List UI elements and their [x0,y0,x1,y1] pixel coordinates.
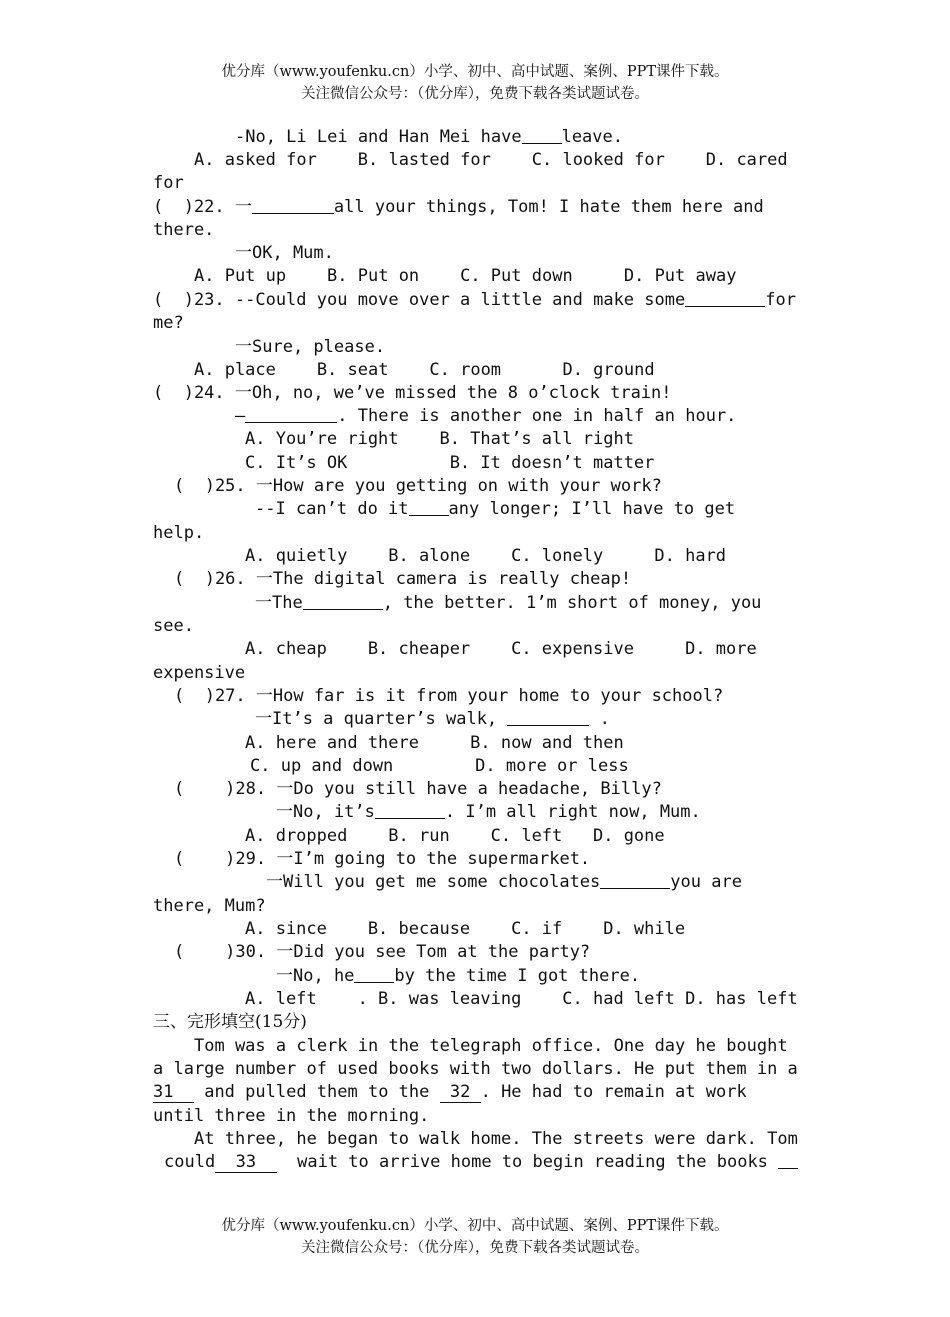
header-line-1: 优分库（www.youfenku.cn）小学、初中、高中试题、案例、PPT课件下载。 [221,64,729,80]
q22-stem: ( )22. 一 all your things, Tom! I hate them here and [153,197,764,217]
q24-stem: ( )24. 一Oh, no, we’ve missed the 8 o’clock train! [153,383,672,403]
blank-31: 31 [153,1082,194,1103]
q29-answer: 一Will you get me some chocolates you are [266,872,742,892]
blank-32: 32 [440,1082,481,1103]
footer-line-2: 关注微信公众号：（优分库），免费下载各类试题试卷。 [301,1240,649,1256]
cloze-p1-line1: Tom was a clerk in the telegraph office. One day he bought [194,1036,788,1056]
q24-options-1: A. You’re right B. That’s all right [245,429,634,449]
cloze-p2-line2: could 33 wait to arrive home to begin reading the books [164,1151,798,1174]
q23-stem: ( )23. --Could you move over a little and make some for [153,290,796,310]
q26-answer-cont: see. [153,616,194,636]
q30-options: A. left . B. was leaving C. had left D. has left [245,989,798,1009]
blank-34 [778,1151,798,1169]
header-line-2: 关注微信公众号：（优分库），免费下载各类试题试卷。 [301,86,649,102]
q21-options: A. asked for B. lasted for C. looked for D. cared [194,150,788,170]
q28-stem: ( )28. 一Do you still have a headache, Billy? [174,779,662,799]
q25-stem: ( )25. 一How are you getting on with your work? [174,476,662,496]
cloze-p1-line2: a large number of used books with two dollars. He put them in a [153,1059,798,1079]
q24-answer: — . There is another one in half an hour. [235,406,737,426]
blank [409,498,449,516]
q22-stem-cont: there. [153,220,215,240]
blank [354,965,394,983]
footer-line-1: 优分库（www.youfenku.cn）小学、初中、高中试题、案例、PPT课件下载。 [221,1218,729,1234]
q25-options: A. quietly B. alone C. lonely D. hard [245,546,727,566]
q28-options: A. dropped B. run C. left D. gone [245,826,665,846]
blank-33: 33 [215,1152,276,1173]
q23-stem-cont: me? [153,313,184,333]
blank [685,289,765,307]
q26-options-cont: expensive [153,663,246,683]
q30-answer: 一No, he by the time I got there. [276,966,641,986]
q22-options: A. Put up B. Put on C. Put down D. Put away [194,266,737,286]
q25-answer-cont: help. [153,523,205,543]
cloze-p2-line1: At three, he began to walk home. The streets were dark. Tom [194,1129,798,1149]
q21-answer: -No, Li Lei and Han Mei have leave. [235,127,623,147]
blank [252,196,334,214]
cloze-p1-line3: 31 and pulled them to the 32 . He had to remain at work [153,1082,747,1102]
q23-options: A. place B. seat C. room D. ground [194,360,655,380]
q29-stem: ( )29. 一I’m going to the supermarket. [174,849,591,869]
q24-options-2: C. It’s OK B. It doesn’t matter [245,453,655,473]
q27-answer: 一It’s a quarter’s walk, . [255,709,610,729]
q30-stem: ( )30. 一Did you see Tom at the party? [174,942,591,962]
q29-answer-cont: there, Mum? [153,896,266,916]
cloze-p1-line4: until three in the morning. [153,1106,430,1126]
q29-options: A. since B. because C. if D. while [245,919,686,939]
blank [303,592,383,610]
q26-stem: ( )26. 一The digital camera is really cheap! [174,569,632,589]
q25-answer: --I can’t do it any longer; I’ll have to get [255,499,736,519]
blank [522,126,562,144]
q28-answer: 一No, it’s . I’m all right now, Mum. [276,802,701,822]
q27-options-2: C. up and down D. more or less [250,756,629,776]
q27-options-1: A. here and there B. now and then [245,733,624,753]
q27-stem: ( )27. 一How far is it from your home to your school? [174,686,724,706]
q23-answer: 一Sure, please. [235,337,386,357]
q26-answer: 一The , the better. 1’m short of money, you [255,593,762,613]
blank [600,871,670,889]
q21-options-cont: for [153,173,184,193]
section-heading-cloze: 三、完形填空(15分) [153,1012,307,1032]
q22-answer: 一OK, Mum. [235,243,334,263]
blank [245,405,337,423]
blank [507,708,589,726]
q26-options: A. cheap B. cheaper C. expensive D. more [245,639,757,659]
blank [375,801,445,819]
